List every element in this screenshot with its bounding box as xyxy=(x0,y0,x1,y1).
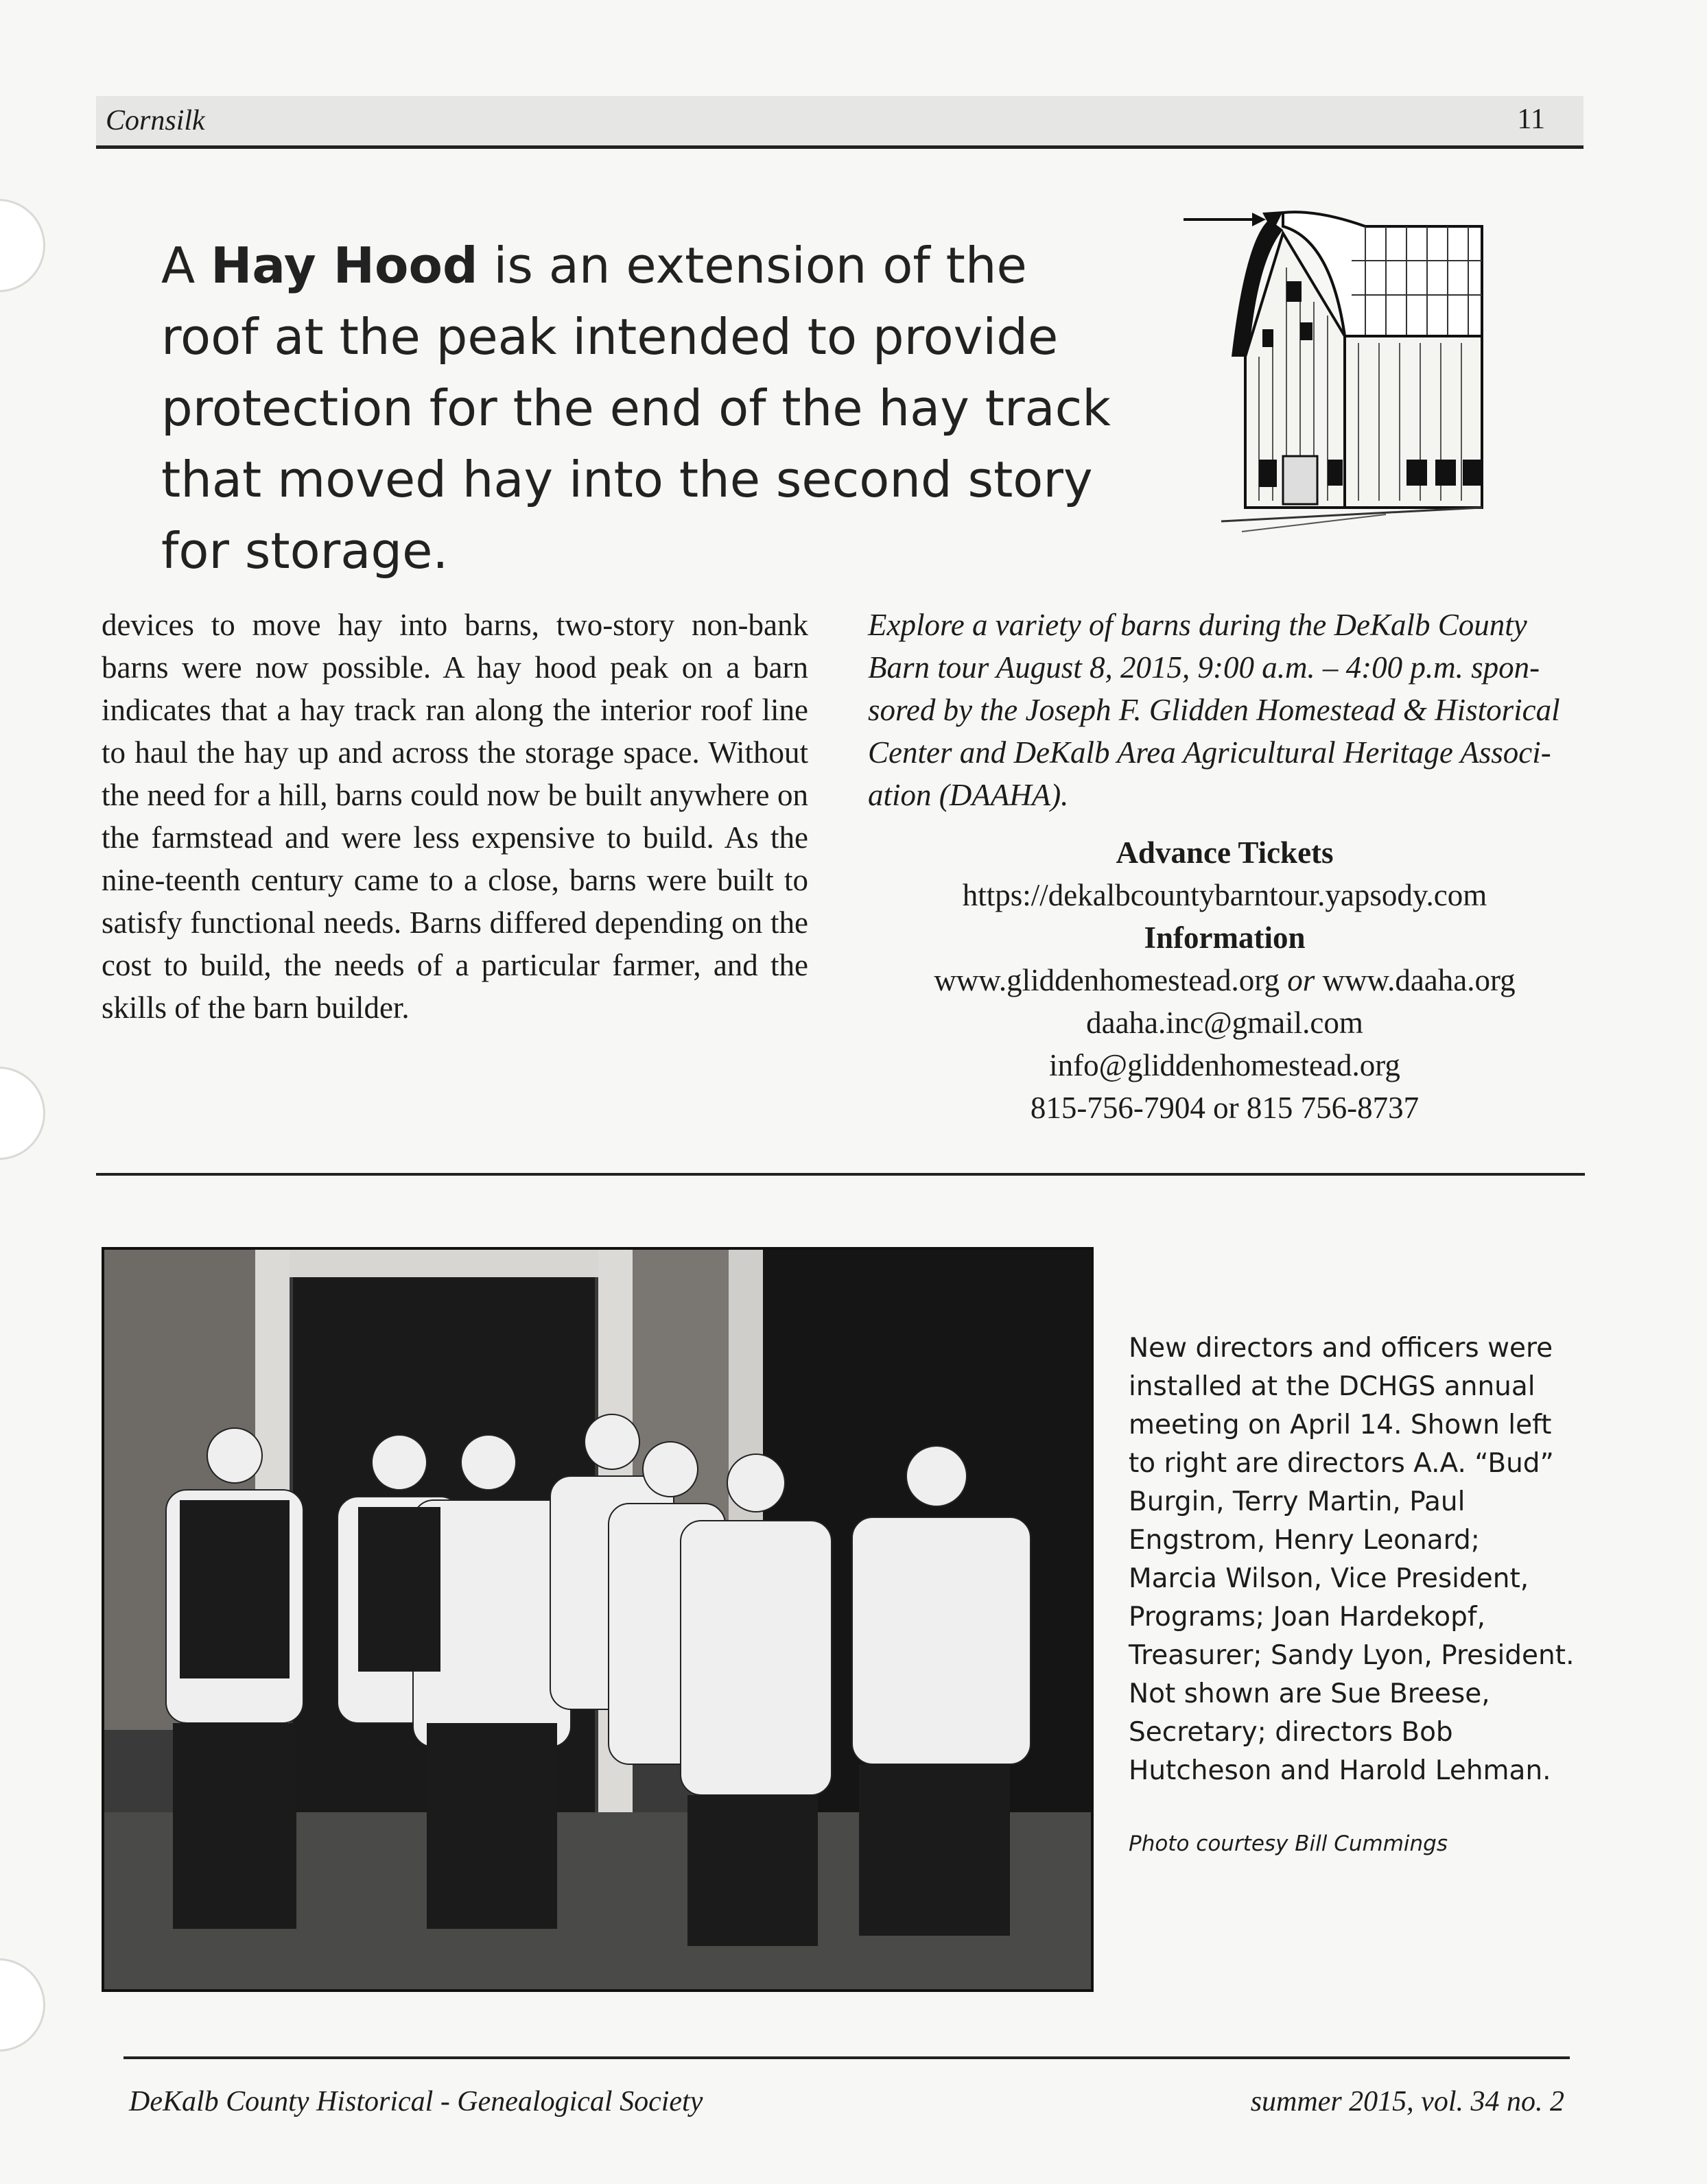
left-column-text: devices to move hay into barns, two-story non-bank barns were now possible. A hay hood peak on a barn indicates that a hay track ran along the interior roof line to haul the hay up and across the storage space. Without the need for a hill, barns could now be built anywhere on the farmstead and were less expensive to build. As the nine-teenth century came to a close, barns were built to satisfy functional needs. Barns differed depending on the cost to build, the needs of a particular farmer, and the skills of the barn builder. xyxy=(102,608,808,1025)
hay-hood-prefix: A xyxy=(161,237,211,294)
footer-society-name: DeKalb County Historical - Genealogical Society xyxy=(129,2086,703,2117)
hay-hood-definition xyxy=(161,230,1135,586)
group-photo-illustration xyxy=(104,1250,1091,1989)
footer-issue-info: summer 2015, vol. 34 no. 2 xyxy=(1250,2086,1564,2117)
information-heading: Information xyxy=(1144,921,1306,955)
tickets-url-link[interactable]: https://dekalbcountybarntour.yapsody.com xyxy=(962,878,1487,912)
barn-tour-event-text: Explore a variety of barns during the DeKalb County Barn tour August 8, 2015, 9:00 a.m. – 4:00 p.m. spon-sored by the Joseph F. Glidden Homestead & Historical Center and DeKalb Area Agricultural Heritage Associ-ation (DAAHA). xyxy=(868,608,1560,812)
photo-caption: New directors and officers were installed at the DCHGS annual meeting on April 14. Shown left to right are directors A.A. “Bud” Burgin, Terry Martin, Paul Engstrom, Henry Leonard; Marcia Wilson, Vice President, Programs; Joan Hardekopf, Treasurer; Sandy Lyon, President. Not shown are Sue Breese, Secretary; directors Bob Hutcheson and Harold Lehman. xyxy=(1129,1333,1575,1786)
photo-credit: Photo courtesy Bill Cummings xyxy=(1129,1831,1448,1856)
page-number: 11 xyxy=(1517,104,1545,135)
left-column xyxy=(102,604,808,1029)
phone-numbers: 815-756-7904 or 815 756-8737 xyxy=(1030,1091,1420,1125)
right-column xyxy=(868,604,1581,1129)
website-link-daaha[interactable]: www.daaha.org xyxy=(1322,963,1516,997)
contact-block xyxy=(868,831,1581,1129)
or-word: or xyxy=(1287,963,1315,997)
hay-hood-term: Hay Hood xyxy=(211,237,478,294)
hay-hood-definition-text: is an extension of the roof at the peak intended to provide protection for the end of the hay track that moved hay into the second story for storage. xyxy=(161,237,1111,580)
binder-hole-top xyxy=(0,199,45,292)
footer-rule xyxy=(123,2056,1570,2059)
barn-illustration xyxy=(1180,199,1496,569)
website-link-glidden[interactable]: www.gliddenhomestead.org xyxy=(934,963,1280,997)
email-link-glidden[interactable]: info@gliddenhomestead.org xyxy=(1049,1048,1400,1082)
page-header xyxy=(96,96,1584,149)
group-photo xyxy=(102,1247,1094,1992)
binder-hole-middle xyxy=(0,1067,45,1160)
email-link-daaha[interactable]: daaha.inc@gmail.com xyxy=(1086,1006,1363,1040)
websites-line xyxy=(868,959,1581,1001)
tickets-heading: Advance Tickets xyxy=(1116,835,1334,870)
newsletter-title: Cornsilk xyxy=(106,105,205,136)
section-divider xyxy=(96,1173,1585,1176)
binder-hole-bottom xyxy=(0,1958,45,2052)
